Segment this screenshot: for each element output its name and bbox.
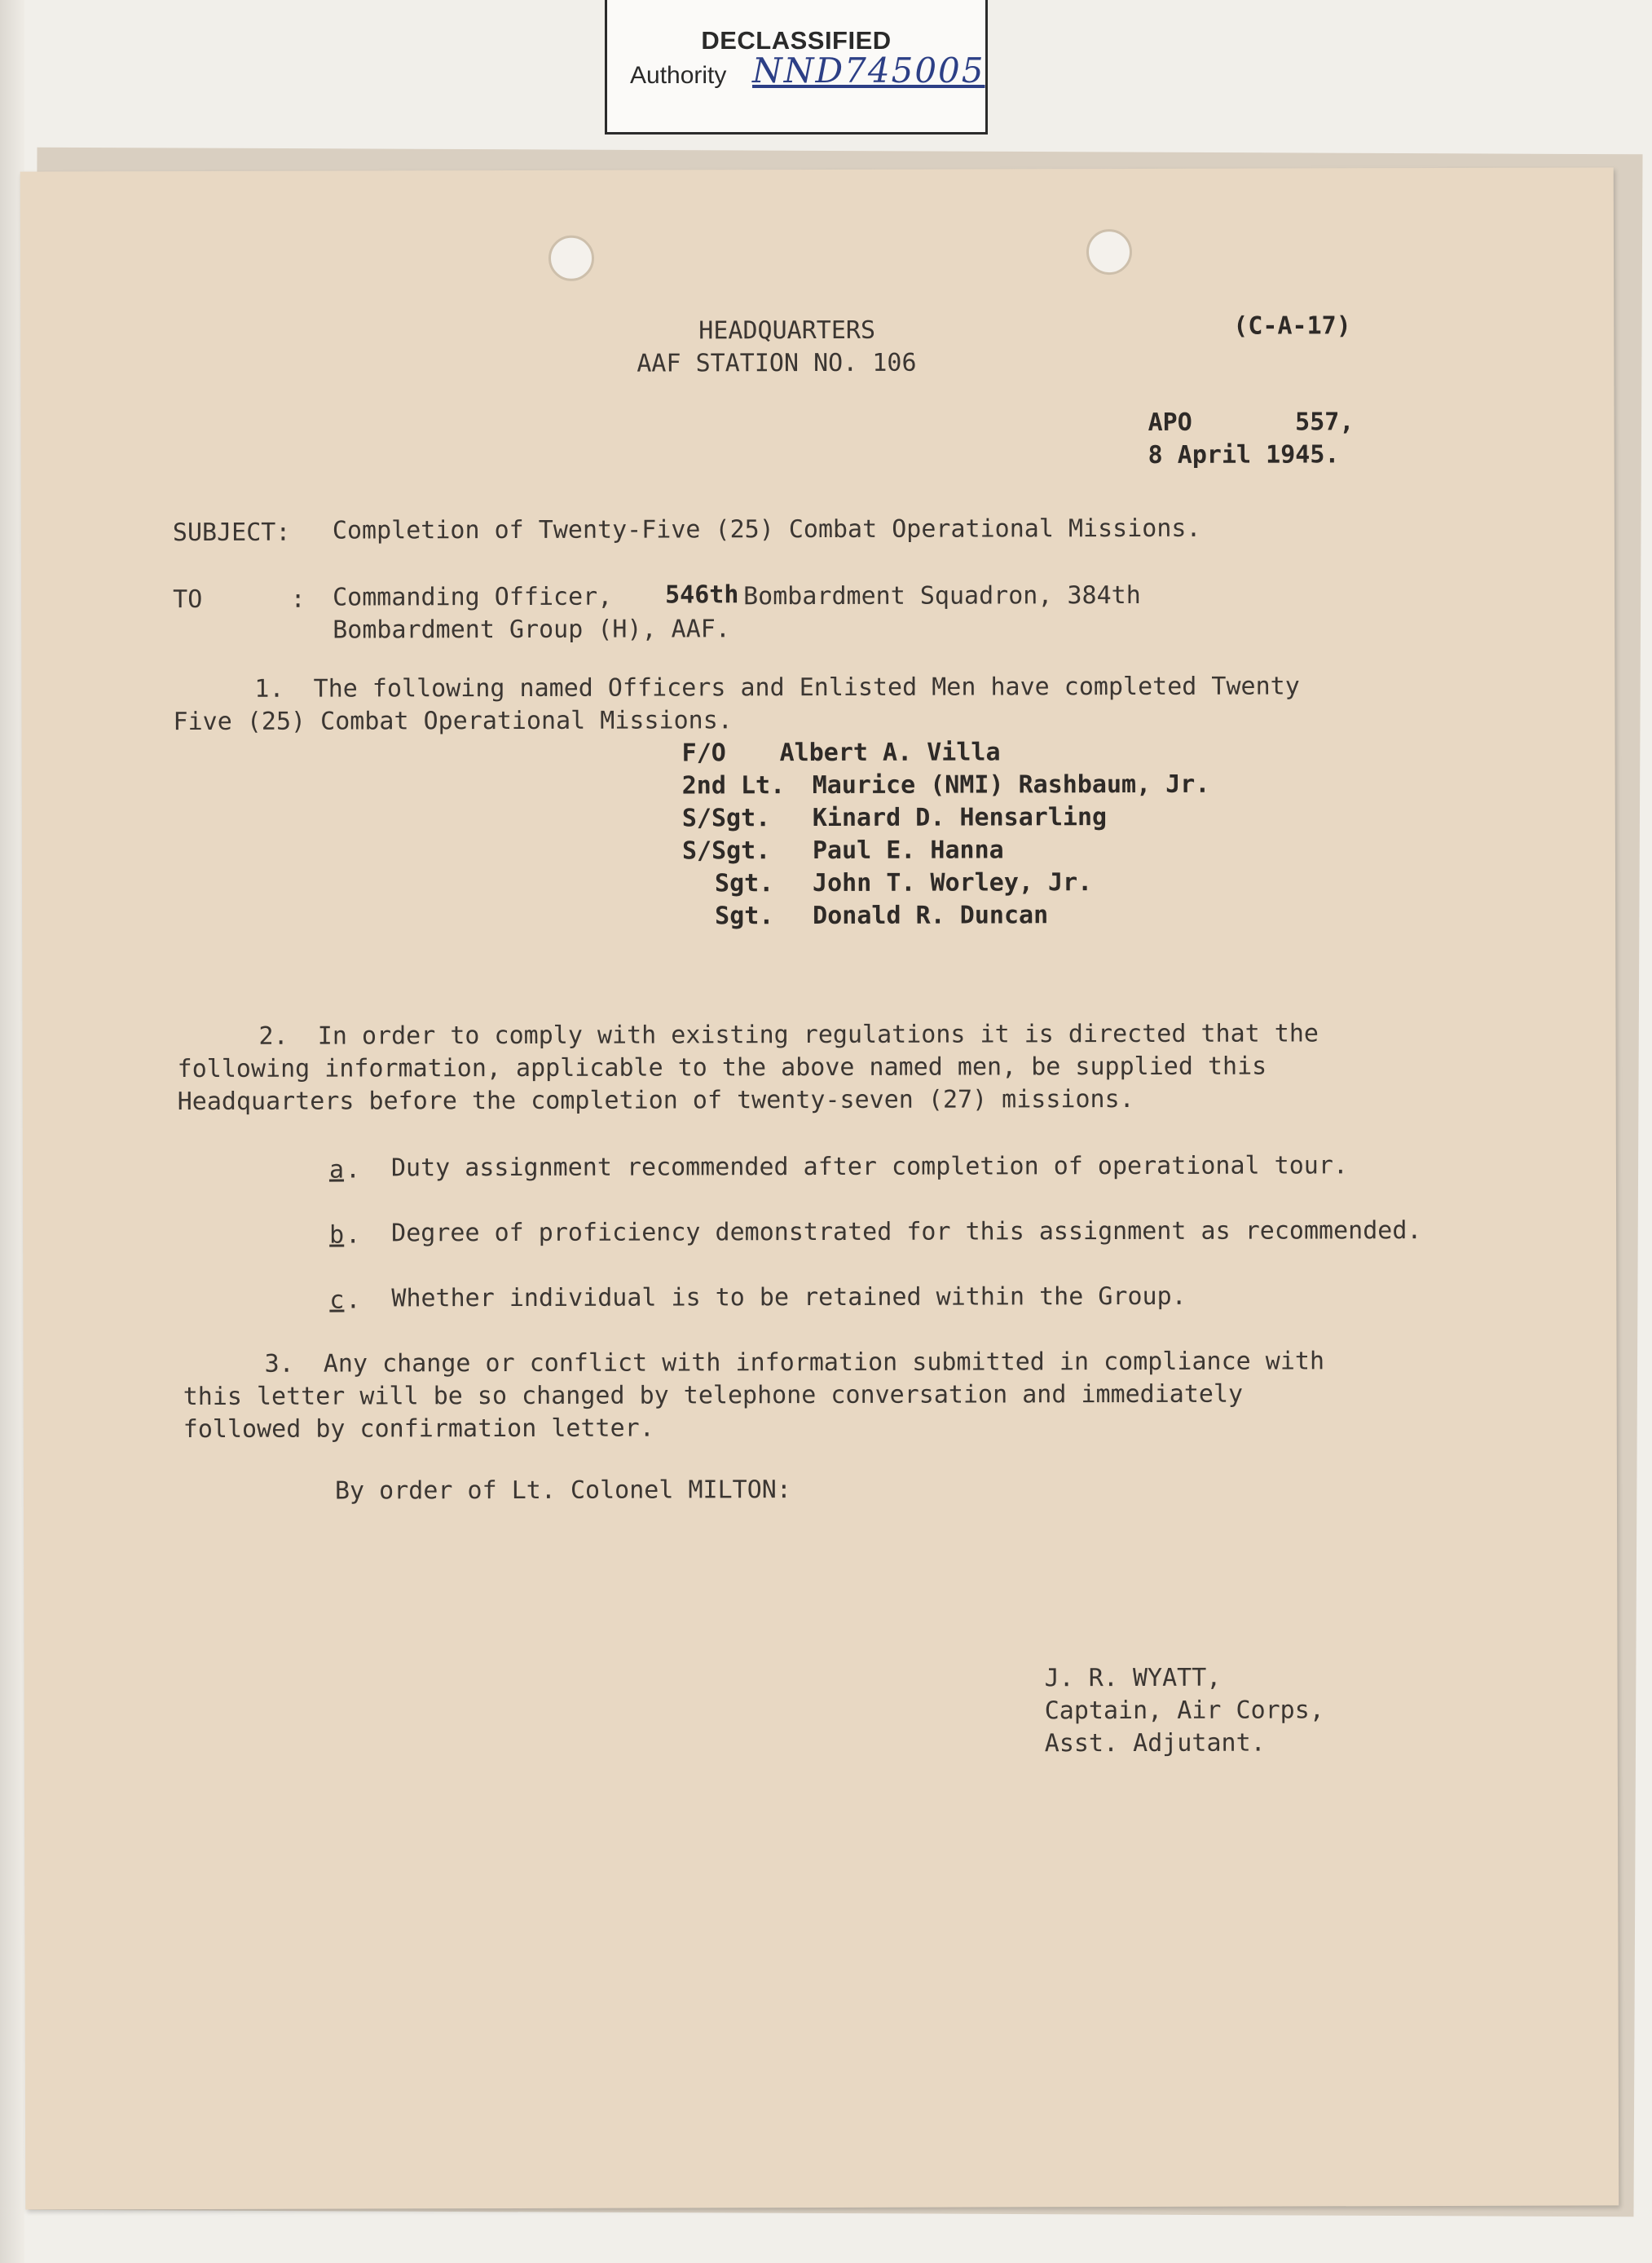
- to-line2: Bombardment Group (H), AAF.: [333, 615, 730, 645]
- personnel-name: Kinard D. Hensarling: [812, 803, 1108, 833]
- subject-label: SUBJECT:: [172, 518, 291, 548]
- personnel-rank: S/Sgt.: [681, 836, 771, 866]
- paragraph-2-line3: Headquarters before the completion of twenty-seven (27) missions.: [177, 1084, 1134, 1117]
- declassification-stamp: [605, 0, 988, 135]
- signature-name: J. R. WYATT,: [1044, 1663, 1222, 1693]
- file-reference: (C-A-17): [1233, 311, 1351, 341]
- paragraph-3-line3: followed by confirmation letter.: [183, 1414, 654, 1445]
- paragraph-2-line2: following information, applicable to the above named men, be supplied this: [177, 1052, 1267, 1084]
- subject-text: Completion of Twenty-Five (25) Combat Operational Missions.: [332, 514, 1201, 545]
- personnel-name: Donald R. Duncan: [813, 901, 1049, 931]
- personnel-name: Albert A. Villa: [779, 738, 1001, 768]
- to-label: TO :: [173, 584, 306, 615]
- personnel-name: Paul E. Hanna: [812, 836, 1004, 866]
- paragraph-1-line2: Five (25) Combat Operational Missions.: [173, 706, 733, 737]
- paragraph-3-line1: 3. Any change or conflict with information submitted in compliance with: [264, 1347, 1325, 1379]
- to-line1-c: Bombardment Squadron, 384th: [743, 580, 1141, 611]
- item-text: Whether individual is to be retained within the Group.: [391, 1281, 1187, 1313]
- document-date: 8 April 1945.: [1148, 440, 1340, 470]
- item-letter: a: [328, 1155, 345, 1184]
- signature-role: Asst. Adjutant.: [1044, 1728, 1266, 1758]
- personnel-rank: Sgt.: [715, 902, 774, 931]
- punch-hole-right: [1086, 229, 1132, 275]
- paragraph-3-line2: this letter will be so changed by telephone conversation and immediately: [183, 1379, 1244, 1412]
- item-text: Degree of proficiency demonstrated for this assignment as recommended.: [391, 1216, 1422, 1248]
- apo-number: APO 557,: [1148, 408, 1355, 437]
- document-page: [20, 167, 1619, 2209]
- declassified-label: DECLASSIFIED: [701, 26, 892, 55]
- paragraph-2-line1: 2. In order to comply with existing regulations it is directed that the: [258, 1019, 1319, 1051]
- signature-rank: Captain, Air Corps,: [1044, 1696, 1324, 1726]
- by-order-line: By order of Lt. Colonel MILTON:: [334, 1476, 791, 1506]
- authority-code: NND745005: [752, 51, 985, 90]
- punch-hole-left: [548, 236, 594, 281]
- personnel-name: John T. Worley, Jr.: [812, 868, 1093, 898]
- paragraph-1-line1: 1. The following named Officers and Enlisted Men have completed Twenty: [254, 672, 1300, 704]
- information-items: a . Duty assignment recommended after completion of operational tour. b . Degree of proficiency demonstrated for this assignment as recommended. c . Whether individual is to be retained within the Group.: [20, 167, 1614, 171]
- personnel-rank: F/O: [681, 739, 726, 768]
- item-text: Duty assignment recommended after completion of operational tour.: [390, 1151, 1348, 1183]
- item-letter: c: [329, 1286, 345, 1315]
- header-station: AAF STATION NO. 106: [637, 348, 917, 378]
- header-headquarters: HEADQUARTERS: [698, 315, 876, 346]
- to-line1-a: Commanding Officer,: [333, 582, 613, 612]
- item-letter: b: [329, 1220, 345, 1250]
- personnel-name: Maurice (NMI) Rashbaum, Jr.: [812, 770, 1210, 801]
- personnel-rank: Sgt.: [714, 869, 774, 898]
- stamp-bottom-strip: [607, 101, 985, 132]
- personnel-rank: S/Sgt.: [681, 804, 771, 833]
- personnel-rank: 2nd Lt.: [681, 771, 786, 801]
- to-squadron-number: 546th: [665, 580, 739, 610]
- authority-label: Authority: [630, 62, 727, 89]
